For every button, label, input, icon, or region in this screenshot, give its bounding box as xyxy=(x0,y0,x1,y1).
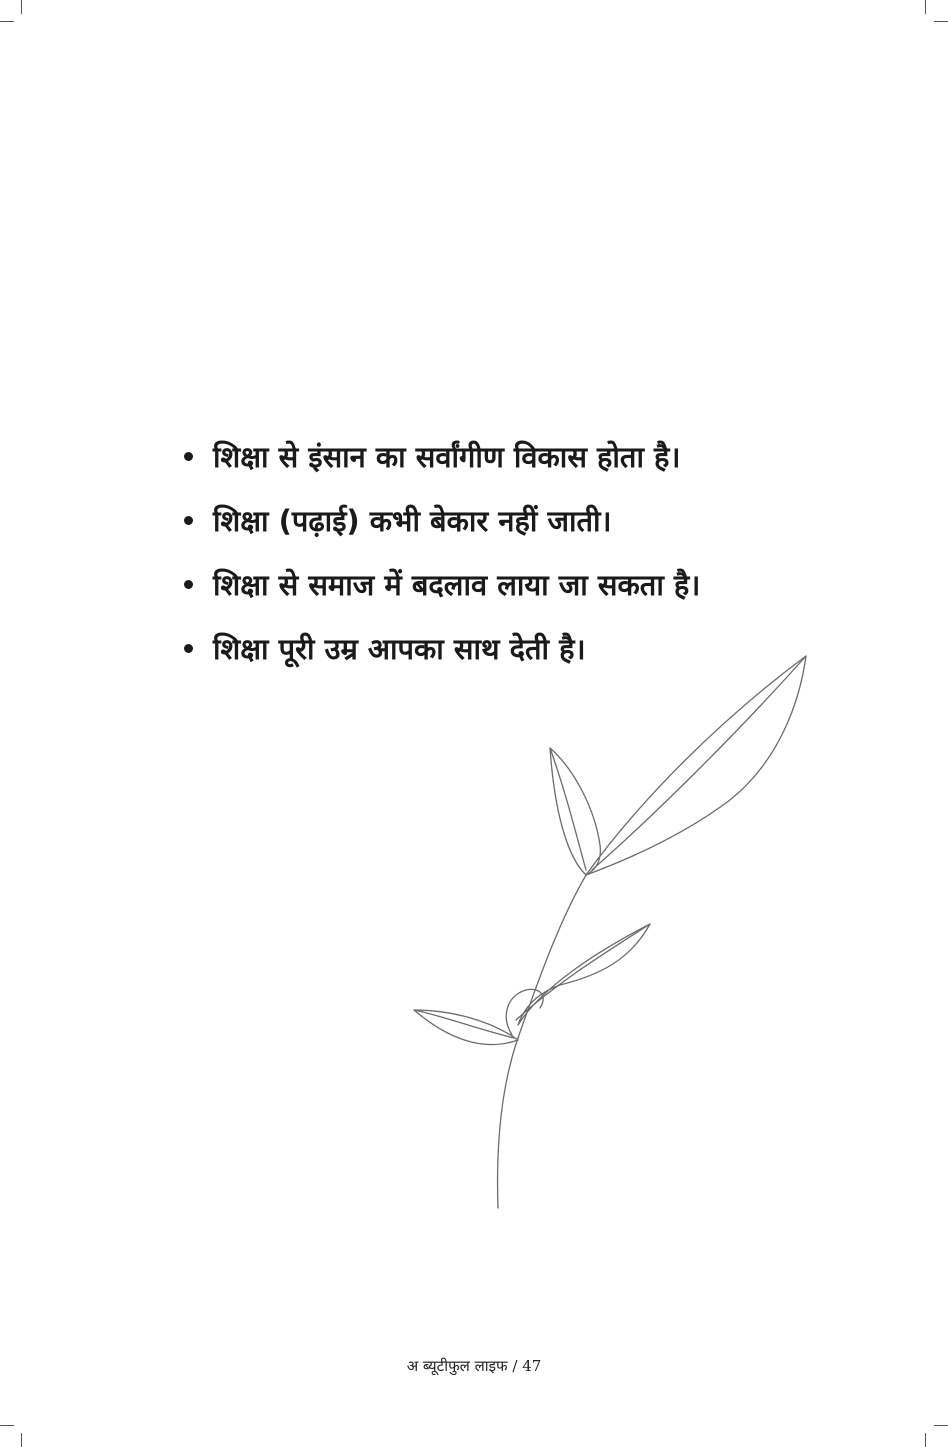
footer-separator: / xyxy=(507,1357,523,1375)
list-item xyxy=(184,424,700,488)
leaf-small-icon xyxy=(550,748,600,875)
crop-mark-top-right xyxy=(925,0,926,14)
list-item xyxy=(184,488,700,552)
crop-mark-top-left xyxy=(21,0,22,14)
leaf-small-vein-icon xyxy=(550,748,586,870)
leaf-mid-icon xyxy=(518,924,650,1025)
leaf-mid-vein-icon xyxy=(516,924,650,1020)
bullet-dot-icon xyxy=(184,580,193,589)
page-footer xyxy=(0,1356,948,1376)
bullet-text: शिक्षा से समाज में बदलाव लाया जा सकता है। xyxy=(213,567,701,602)
page-number: 47 xyxy=(522,1357,542,1375)
bullet-dot-icon xyxy=(184,516,193,525)
crop-mark-bottom-right-h xyxy=(934,1425,948,1426)
leaf-low-icon xyxy=(414,1010,518,1045)
crop-mark-bottom-left xyxy=(21,1433,22,1447)
crop-mark-bottom-left-h xyxy=(0,1425,14,1426)
book-title: अ ब्यूटीफुल लाइफ xyxy=(406,1357,508,1375)
plant-line-drawing-icon xyxy=(400,640,820,1220)
crop-mark-top-left-h xyxy=(0,21,14,22)
stem-icon xyxy=(498,875,586,1208)
bullet-text: शिक्षा (पढ़ाई) कभी बेकार नहीं जाती। xyxy=(213,503,612,538)
crop-mark-bottom-right xyxy=(925,1433,926,1447)
list-item xyxy=(184,552,700,616)
bullet-dot-icon xyxy=(184,452,193,461)
leaf-large-vein-icon xyxy=(592,656,806,870)
crop-mark-top-right-h xyxy=(934,21,948,22)
leaf-large-icon xyxy=(586,656,806,875)
bullet-dot-icon xyxy=(184,644,193,653)
leaf-low-vein-icon xyxy=(414,1010,514,1038)
bullet-text: शिक्षा से इंसान का सर्वांगीण विकास होता है। xyxy=(213,439,681,474)
bullet-text: शिक्षा पूरी उम्र आपका साथ देती है। xyxy=(213,631,586,666)
